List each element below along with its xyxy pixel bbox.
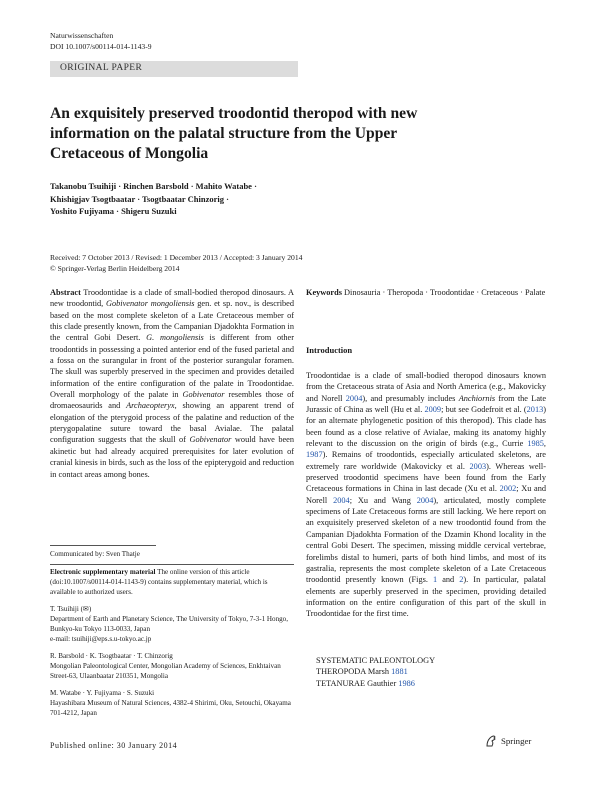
- citation-link[interactable]: 2003: [469, 461, 487, 471]
- abstract-text: resembles those of dromaeosaurids and: [50, 390, 294, 411]
- citation-link[interactable]: 1987: [306, 450, 323, 460]
- abstract-text: , showing an apparent trend of elongation of the pterygoid process of the palatine and reduction of the pterygopalatine suture toward the basal Avialae. The palatal configuration suggests that the skull of: [50, 401, 294, 445]
- taxon-name: TETANURAE Gauthier: [316, 678, 399, 688]
- journal-name: Naturwissenschaften: [50, 31, 114, 40]
- body-text: ). Remains of troodontids, especially articulated skeletons, are extremely rare worldwide (Makovicky et al.: [306, 450, 546, 471]
- body-text: ), articulated, mostly complete specimens of Late Cretaceous forms are still lacking. We here report on an exquisitely preserved skeleton of a new troodontid found from the Campanian Djadokhta Formation of the Dzamin Khond locality in the central Gobi Desert. The specimen, missing middle cervical vertebrae, forelimbs distal to humeri, parts of both hind limbs, and most of its gastralia, represents the most complete skeleton of a Late Cretaceous troodontid presently known (Figs.: [306, 495, 546, 585]
- esm-label: Electronic supplementary material: [50, 568, 156, 576]
- body-text: and: [437, 575, 460, 585]
- history-dates: [50, 252, 370, 274]
- body-text: ; Xu and Wang: [349, 495, 417, 505]
- abstract-italic: Archaeopteryx: [126, 401, 175, 411]
- abstract-label: Abstract: [50, 288, 81, 297]
- affiliation-authors: R. Barsbold · K. Tsogtbaatar · T. Chinzorig: [50, 652, 173, 660]
- footnotes: [50, 549, 294, 718]
- body-text: ). Whereas well-preserved troodontid specimens have been found from the Early Cretaceous formations in China in last decade (Xu et al.: [306, 461, 546, 494]
- running-header: [50, 30, 152, 52]
- body-text: ). In particular, palatal elements are superbly preserved in the specimen, providing detailed information on the entire configuration of this part of the skull in Troodontidae for the first time.: [306, 575, 546, 619]
- affiliation-3: [50, 688, 294, 718]
- communicated-by: Communicated by: Sven Thatje: [50, 550, 140, 558]
- affiliation-authors: T. Tsuihiji (✉): [50, 605, 92, 613]
- figure-link[interactable]: 2: [459, 575, 464, 585]
- citation-link[interactable]: 2004: [345, 393, 363, 403]
- body-text: ; Xu and Norell: [306, 484, 546, 505]
- author-line: Takanobu Tsuihiji · Rinchen Barsbold · Mahito Watabe ·: [50, 181, 257, 191]
- author-line: Khishigjav Tsogtbaatar · Tsogtbaatar Chinzorig ·: [50, 193, 229, 204]
- copyright: © Springer-Verlag Berlin Heidelberg 2014: [50, 264, 180, 273]
- citation-link[interactable]: 2009: [424, 405, 442, 415]
- citation-link[interactable]: 1986: [398, 678, 415, 688]
- citation-link[interactable]: 2013: [526, 405, 544, 415]
- body-text: from the Late Jurassic of China as well (Hu et al.: [306, 393, 546, 415]
- esm-note: [50, 567, 294, 597]
- taxon-line: [316, 678, 546, 689]
- body-text: ; but see Godefroit et al. (: [441, 405, 527, 415]
- abstract-text: would have been akinetic but had already acquired prerequisites for later evolution of cranial kinesis in birds, such as the loss of the epipterygoid and reduction in contact areas among bones.: [50, 435, 294, 479]
- body-text: ) for an alternate phylogenetic position of this theropod). This clade has been found as a close relative of Avialae, making its anatomy highly relevant to the discussion on the origin of birds (e.g., Currie: [306, 405, 547, 449]
- published-online: Published online: 30 January 2014: [50, 741, 178, 750]
- affiliation-2: [50, 651, 294, 681]
- keywords: [306, 287, 546, 298]
- introduction-body: [306, 370, 546, 620]
- citation-link[interactable]: 2004: [416, 495, 434, 505]
- affiliation-authors: M. Watabe · Y. Fujiyama · S. Suzuki: [50, 689, 155, 697]
- abstract-italic: Gobivenator: [182, 390, 225, 400]
- corresponding-email[interactable]: e-mail: tsuihiji@eps.s.u-tokyo.ac.jp: [50, 635, 152, 643]
- article-type-banner: [50, 61, 298, 77]
- article-title: An exquisitely preserved troodontid theropod with new information on the palatal structure from the Upper Cretaceous of Mongolia: [50, 105, 418, 162]
- systematics-heading: SYSTEMATIC PALEONTOLOGY: [316, 656, 436, 665]
- doi: DOI 10.1007/s00114-014-1143-9: [50, 42, 152, 51]
- footnote-divider: [50, 545, 156, 546]
- footnote-divider: [50, 564, 294, 565]
- body-text: ), and presumably includes: [362, 393, 459, 403]
- abstract: [50, 287, 294, 480]
- citation-link[interactable]: 2002: [499, 484, 517, 494]
- author-line: Yoshito Fujiyama · Shigeru Suzuki: [50, 206, 177, 216]
- affiliation-address: Department of Earth and Planetary Science, The University of Tokyo, 7-3-1 Hongo, Bunkyo-ku Tokyo 113-0033, Japan: [50, 615, 289, 633]
- article-type-label: ORIGINAL PAPER: [60, 63, 143, 73]
- systematics-block: [316, 655, 546, 689]
- esm-text: The online version of this article (doi:10.1007/s00114-014-1143-9) contains supplementary material, which is available to authorized users.: [50, 568, 268, 596]
- citation-link[interactable]: 1881: [391, 667, 408, 677]
- publisher-name: Springer: [501, 736, 532, 746]
- abstract-text: is different from other troodontids in possessing a pointed anterior end of the fused parietal and a fossa on the surangular in front of the posterior surangular foramen. The skull was superbly preserved in the specimen and provides detailed information of the entire configuration of the palate in Troodontidae. Overall morphology of the palate in: [50, 333, 295, 400]
- taxon-name: THEROPODA Marsh: [316, 667, 392, 677]
- affiliation-1: [50, 604, 294, 644]
- abstract-italic: Gobivenator: [189, 435, 232, 445]
- citation-link[interactable]: 1985: [527, 439, 544, 449]
- abstract-text: gen. et sp. nov., is described based on the most complete skeleton of a Late Cretaceous member of this clade presently known, from the Campanian Djadokhta Formation in the central Gobi Desert.: [50, 299, 294, 343]
- springer-horse-icon: [484, 734, 498, 748]
- received-dates: Received: 7 October 2013 / Revised: 1 December 2013 / Accepted: 3 January 2014: [50, 253, 303, 262]
- abstract-italic: Gobivenator mongoliensis: [106, 299, 195, 309]
- section-heading-introduction: Introduction: [306, 345, 353, 355]
- abstract-italic: G. mongoliensis: [146, 333, 204, 343]
- author-list: [50, 180, 350, 218]
- keywords-label: Keywords: [306, 288, 342, 297]
- publisher-logo: [484, 734, 531, 748]
- taxon-line: [316, 666, 546, 677]
- body-text: ,: [543, 439, 546, 449]
- keywords-text: Dinosauria · Theropoda · Troodontidae · Cretaceous · Palate: [341, 288, 546, 297]
- figure-link[interactable]: 1: [432, 575, 438, 585]
- affiliation-address: Mongolian Paleontological Center, Mongolian Academy of Sciences, Enkhtaivan Street-63, Ulaanbaatar 210351, Mongolia: [50, 662, 281, 680]
- abstract-text: Troodontidae is a clade of small-bodied theropod dinosaurs. A new troodontid,: [50, 288, 294, 309]
- body-text: Troodontidae is a clade of small-bodied theropod dinosaurs known from the Cretaceous strata of Asia and North America (e.g., Makovicky and Norell: [306, 371, 546, 403]
- citation-link[interactable]: 2004: [333, 495, 350, 505]
- affiliation-address: Hayashibara Museum of Natural Sciences, 4382-4 Shirimi, Oku, Setouchi, Okayama 701-4212, Japan: [50, 699, 291, 717]
- body-italic: Anchiornis: [458, 393, 496, 403]
